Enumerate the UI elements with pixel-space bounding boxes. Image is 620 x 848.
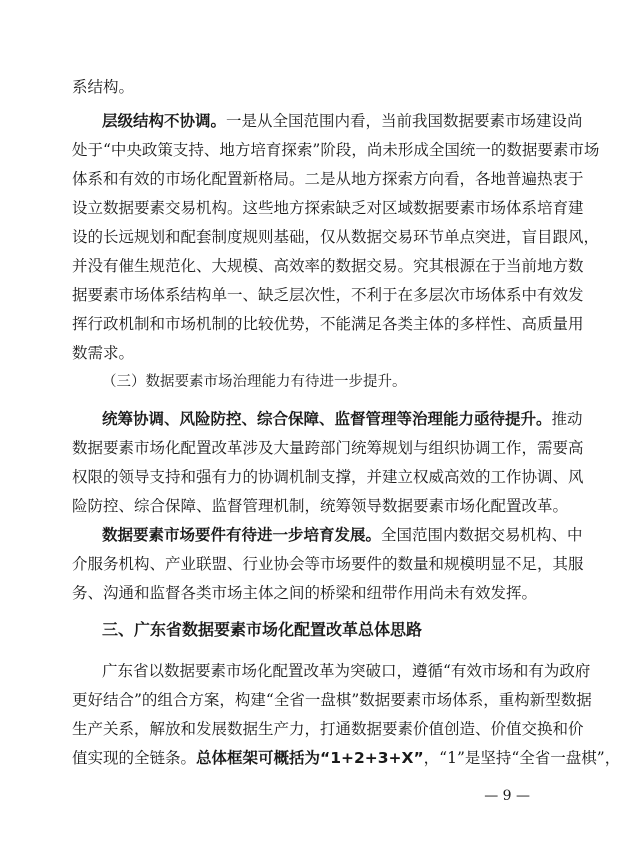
paragraph-line (72, 197, 584, 219)
paragraph-line (102, 408, 583, 430)
section-heading (102, 619, 542, 641)
paragraph-line (102, 110, 583, 132)
paragraph-line (72, 718, 584, 740)
text: 值实现的全链条。 (72, 749, 197, 767)
text: 据要素市场体系结构单一、缺乏层次性，不利于在多层次市场体系中有效发 (72, 286, 584, 304)
paragraph-line (72, 553, 584, 575)
text: 并没有催生规范化、大规模、高效率的数据交易。究其根源在于当前地方数 (72, 257, 584, 275)
paragraph-line (72, 582, 542, 604)
bold-lead-text: 数据要素市场要件有待进一步培育发展。 (102, 526, 382, 544)
paragraph-line (72, 226, 600, 248)
paragraph-line (72, 139, 600, 161)
text: ，“1”是坚持“全省一盘棋”， (423, 749, 620, 767)
bold-lead-text: 统筹协调、风险防控、综合保障、监督管理等治理能力亟待提升。 (102, 410, 552, 428)
text: 数据要素市场化配置改革涉及大量跨部门统筹规划与组织协调工作，需要高 (72, 439, 584, 457)
text: 设的长远规划和配套制度规则基础，仅从数据交易环节单点突进，盲目跟风， (72, 228, 600, 246)
paragraph-line (72, 437, 584, 459)
text: 推动 (551, 410, 583, 428)
text: 广东省以数据要素市场化配置改革为突破口，遵循“有效市场和有为政府 (102, 662, 591, 680)
paragraph-line (72, 313, 584, 335)
text: 三、广东省数据要素市场化配置改革总体思路 (102, 620, 423, 639)
bold-lead-text: 层级结构不协调。 (102, 112, 227, 130)
paragraph-line (72, 342, 542, 364)
paragraph-line (102, 524, 583, 546)
paragraph-line (72, 284, 584, 306)
text: 数需求。 (72, 344, 135, 362)
text: 险防控、综合保障、监督管理机制，统筹领导数据要素市场化配置改革。 (72, 497, 569, 515)
paragraph-line (72, 689, 592, 711)
sub-heading (102, 371, 542, 393)
text: 权限的领导支持和强有力的协调机制支撑，并建立权威高效的工作协调、风 (72, 468, 584, 486)
text: 体系和有效的市场化配置新格局。二是从地方探索方向看，各地普遍热衷于 (72, 170, 584, 188)
text: 务、沟通和监督各类市场主体之间的桥梁和纽带作用尚未有效发挥。 (72, 584, 538, 602)
text: 处于“中央政策支持、地方培育探索”阶段，尚未形成全国统一的数据要素市场 (72, 141, 600, 159)
text: 介服务机构、产业联盟、行业协会等市场要件的数量和规模明显不足，其服 (72, 555, 584, 573)
paragraph-line (72, 255, 584, 277)
text: 一是从全国范围内看，当前我国数据要素市场建设尚 (226, 112, 583, 130)
text: 生产关系，解放和发展数据生产力，打通数据要素价值创造、价值交换和价 (72, 720, 584, 738)
paragraph-line (72, 466, 584, 488)
paragraph-line (102, 660, 591, 682)
bold-text: 总体框架可概括为“1+2+3+X” (196, 749, 424, 767)
text: （三）数据要素市场治理能力有待进一步提升。 (102, 374, 407, 390)
paragraph-line (72, 747, 620, 769)
paragraph-line (72, 495, 569, 517)
text: 更好结合”的组合方案，构建“全省一盘棋”数据要素市场体系，重构新型数据 (72, 691, 592, 709)
paragraph-line (72, 76, 542, 98)
paragraph-line (72, 168, 584, 190)
text: 全国范围内数据交易机构、中 (381, 526, 583, 544)
text: 挥行政机制和市场机制的比较优势，不能满足各类主体的多样性、高质量用 (72, 315, 584, 333)
page-number: — 9 — (484, 788, 530, 804)
text: 系结构。 (72, 78, 135, 96)
text: 设立数据要素交易机构。这些地方探索缺乏对区域数据要素市场体系培育建 (72, 199, 584, 217)
